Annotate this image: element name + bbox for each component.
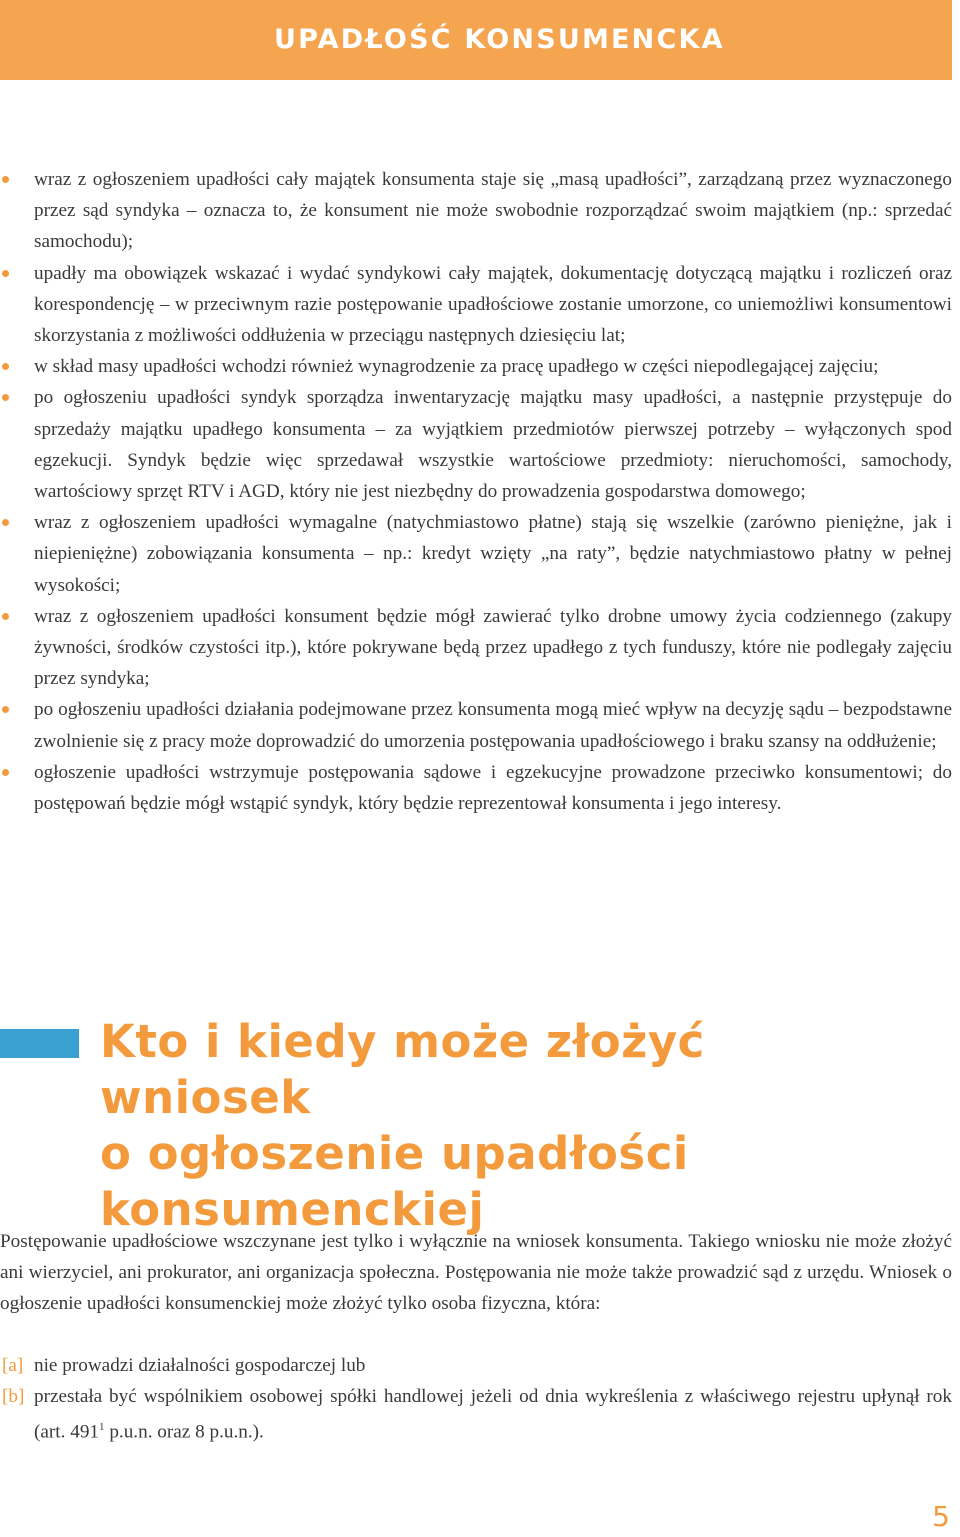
- section-heading: [100, 1014, 930, 1238]
- condition-text: przestała być wspólnikiem osobowej spółki handlowej jeżeli od dnia wykreślenia z właściwego rejestru upłynął rok (art. 491: [34, 1386, 952, 1443]
- bullet-dot-icon: [2, 613, 9, 620]
- list-item-text: w skład masy upadłości wchodzi również wynagrodzenie za pracę upadłego w części niepodlegającej zajęciu;: [34, 356, 879, 378]
- list-item: [0, 382, 952, 507]
- condition-item: [0, 1381, 952, 1448]
- bullet-dot-icon: [2, 519, 9, 526]
- chapter-title: UPADŁOŚĆ KONSUMENCKA: [274, 24, 725, 55]
- consequences-bullet-list: [0, 164, 952, 819]
- list-item: [0, 757, 952, 819]
- bullet-dot-icon: [2, 270, 9, 277]
- bullet-dot-icon: [2, 769, 9, 776]
- section-heading-line: o ogłoszenie upadłości: [100, 1127, 689, 1180]
- list-item: [0, 258, 952, 352]
- list-item-text: po ogłoszeniu upadłości syndyk sporządza inwentaryzację majątku masy upadłości, a następnie przystępuje do sprzedaży majątku upadłego konsumenta – za wyjątkiem przedmiotów pierwszej potrzeby – wyłączonych spod egzekucji. Syndyk będzie więc sprzedawał wszystkie wartościowe przedmioty: nieruchomości, samochody, wartościowy sprzęt RTV i AGD, który nie jest niezbędny do prowadzenia gospodarstwa domowego;: [34, 387, 952, 503]
- section-heading-line: konsumenckiej: [100, 1183, 485, 1236]
- article-superscript: 1: [99, 1421, 105, 1434]
- bullet-dot-icon: [2, 176, 9, 183]
- condition-marker: [a]: [2, 1355, 24, 1376]
- section-heading-line: Kto i kiedy może złożyć wniosek: [100, 1015, 705, 1124]
- list-item-text: wraz z ogłoszeniem upadłości cały majątek konsumenta staje się „masą upadłości”, zarządzaną przez wyznaczonego przez sąd syndyka – oznacza to, że konsument nie może swobodnie rozporządzać swoim majątkiem (np.: sprzedać samochodu);: [34, 169, 952, 253]
- chapter-header-bar: [0, 0, 952, 80]
- bullet-dot-icon: [2, 394, 9, 401]
- bullet-dot-icon: [2, 706, 9, 713]
- list-item-text: wraz z ogłoszeniem upadłości konsument będzie mógł zawierać tylko drobne umowy życia codziennego (zakupy żywności, środków czystości itp.), które pokrywane będą przez upadłego z tych funduszy, które nie podlegały zajęciu przez syndyka;: [34, 605, 952, 690]
- condition-text-end: p.u.n. oraz 8 p.u.n.).: [104, 1421, 264, 1443]
- page-number: 5: [932, 1500, 950, 1533]
- conditions-list: [0, 1350, 952, 1448]
- condition-text: nie prowadzi działalności gospodarczej lub: [34, 1355, 366, 1376]
- list-item-text: upadły ma obowiązek wskazać i wydać syndykowi cały majątek, dokumentację dotyczącą majątku i rozliczeń oraz korespondencję – w przeciwnym razie postępowanie upadłościowe zostanie umorzone, co uniemożliwi konsumentowi skorzystania z możliwości oddłużenia w przeciągu następnych dziesięciu lat;: [34, 262, 952, 347]
- bullet-dot-icon: [2, 363, 9, 370]
- list-item-text: po ogłoszeniu upadłości działania podejmowane przez konsumenta mogą mieć wpływ na decyzję sądu – bezpodstawne zwolnienie się z pracy może doprowadzić do umorzenia postępowania upadłościowego i braku szansy na oddłużenie;: [34, 699, 952, 752]
- list-item-text: ogłoszenie upadłości wstrzymuje postępowania sądowe i egzekucyjne prowadzone przeciwko konsumentowi; do postępowań będzie mógł wstąpić syndyk, który będzie reprezentował konsumenta i jego interesy.: [34, 761, 952, 815]
- condition-marker: [b]: [2, 1386, 25, 1408]
- list-item: [0, 601, 952, 695]
- list-item: [0, 694, 952, 756]
- list-item-text: wraz z ogłoszeniem upadłości wymagalne (natychmiastowo płatne) stają się wszelkie (zarówno pieniężne, jak i niepieniężne) zobowiązania konsumenta – np.: kredyt wzięty „na raty”, będzie natychmiastowo płatny w pełnej wysokości;: [34, 512, 952, 596]
- list-item: [0, 351, 952, 382]
- condition-item: [0, 1350, 952, 1381]
- list-item: [0, 164, 952, 258]
- section-intro-paragraph: Postępowanie upadłościowe wszczynane jest tylko i wyłącznie na wniosek konsumenta. Takiego wniosku nie może złożyć ani wierzyciel, ani prokurator, ani organizacja społeczna. Postępowania nie może także prowadzić sąd z urzędu. Wniosek o ogłoszenie upadłości konsumenckiej może złożyć tylko osoba fizyczna, która:: [0, 1231, 952, 1315]
- section-marker-bar: [0, 1029, 79, 1058]
- list-item: [0, 507, 952, 601]
